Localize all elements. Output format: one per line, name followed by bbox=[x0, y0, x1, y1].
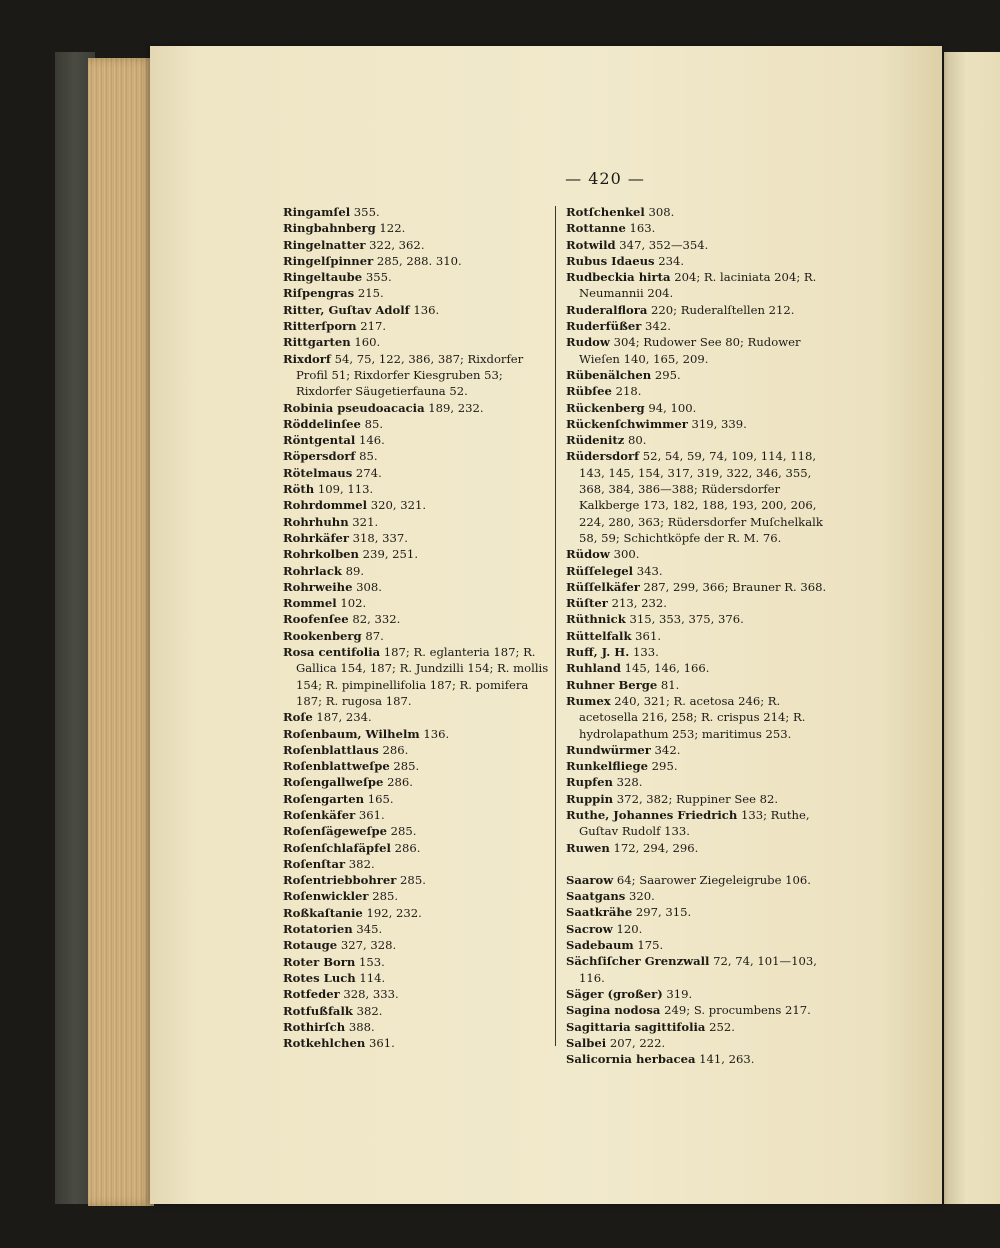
index-entry-refs: 187; R. eglanteria 187; R. Gallica 154, 187; R. Jundzilli 154; R. mollis 154; R. pimpinellifolia 187; R. pomifera 187; R. rugosa 187. bbox=[296, 645, 549, 708]
index-entry-head: Röddelinſee bbox=[283, 416, 361, 431]
index-entry-head: Robinia pseudoacacia bbox=[283, 400, 425, 415]
index-entry-head: Sacrow bbox=[566, 921, 613, 936]
index-entry-refs: 109, 113. bbox=[314, 482, 374, 497]
index-entry-refs: 252. bbox=[705, 1019, 735, 1034]
index-entry-head: Roſentriebbohrer bbox=[283, 873, 397, 888]
index-entry bbox=[566, 579, 836, 595]
index-entry-refs: 361. bbox=[355, 807, 385, 822]
index-entry-refs: 382. bbox=[352, 1003, 383, 1018]
index-entry-refs: 234. bbox=[654, 253, 685, 268]
index-entry-refs: 146. bbox=[355, 433, 385, 448]
index-entry-refs: 122. bbox=[375, 221, 406, 236]
index-entry bbox=[566, 302, 836, 318]
index-entry-head: Roſenkäfer bbox=[283, 807, 356, 822]
index-entry-head: Rudbeckia hirta bbox=[566, 270, 671, 285]
index-entry-head: Rüttelfalk bbox=[566, 628, 632, 643]
index-entry bbox=[283, 497, 555, 513]
index-entry bbox=[283, 742, 555, 758]
index-entry bbox=[566, 986, 836, 1002]
index-entry bbox=[566, 937, 836, 953]
index-entry-head: Rookenberg bbox=[283, 628, 362, 643]
index-entry-head: Riſpengras bbox=[283, 286, 355, 301]
index-entry-refs: 361. bbox=[365, 1036, 395, 1051]
index-entry-head: Saarow bbox=[566, 872, 614, 887]
index-entry-refs: 318, 337. bbox=[348, 530, 408, 545]
index-entry bbox=[566, 872, 836, 888]
index-entry bbox=[566, 660, 836, 676]
index-entry bbox=[566, 367, 836, 383]
index-entry-refs: 304; Rudower See 80; Rudower Wieſen 140, 165, 209. bbox=[579, 335, 801, 366]
index-entry-head: Ruderfüßer bbox=[566, 319, 642, 334]
index-entry-head: Ruff, J. H. bbox=[566, 645, 630, 660]
index-entry bbox=[566, 204, 836, 220]
index-entry-head: Sagina nodosa bbox=[566, 1003, 661, 1018]
index-entry-refs: 172, 294, 296. bbox=[609, 840, 699, 855]
index-entry bbox=[283, 400, 555, 416]
index-entry-refs: 320, 321. bbox=[367, 498, 427, 513]
index-entry bbox=[566, 318, 836, 334]
index-entry-refs: 136. bbox=[409, 302, 440, 317]
index-entry-refs: 308. bbox=[644, 205, 675, 219]
index-entry-head: Rüthnick bbox=[566, 612, 626, 627]
index-entry-head: Ringamſel bbox=[283, 205, 351, 219]
index-entry-head: Roſenblattweſpe bbox=[283, 759, 390, 774]
index-entry bbox=[566, 383, 836, 399]
index-entry-head: Rosa centifolia bbox=[283, 645, 381, 660]
index-entry-refs: 345. bbox=[352, 922, 383, 937]
index-entry-refs: 153. bbox=[355, 954, 385, 969]
index-entry-head: Rundwürmer bbox=[566, 742, 651, 757]
index-entry bbox=[283, 726, 555, 742]
index-entry-refs: 297, 315. bbox=[632, 905, 692, 920]
index-entry bbox=[283, 334, 555, 350]
index-entry bbox=[283, 416, 555, 432]
index-entry bbox=[283, 1035, 555, 1051]
index-entry-refs: 295. bbox=[648, 759, 678, 774]
index-entry bbox=[283, 481, 555, 497]
index-entry-head: Rumex bbox=[566, 693, 611, 708]
index-entry-refs: 239, 251. bbox=[359, 547, 418, 562]
index-entry-head: Sadebaum bbox=[566, 938, 634, 953]
index-entry bbox=[283, 807, 555, 823]
index-entry bbox=[283, 611, 555, 627]
index-entry-head: Roſenbaum, Wilhelm bbox=[283, 726, 420, 741]
index-entry-head: Saatkrähe bbox=[566, 905, 633, 920]
index-entry-head: Rübſee bbox=[566, 384, 612, 399]
index-entry bbox=[283, 269, 555, 285]
index-entry-head: Rüſter bbox=[566, 596, 608, 611]
index-entry-head: Rüſſelkäfer bbox=[566, 579, 640, 594]
index-entry-refs: 163. bbox=[625, 221, 656, 236]
index-entry-head: Ringelnatter bbox=[283, 237, 366, 252]
index-entry-refs: 355. bbox=[350, 205, 380, 219]
index-entry bbox=[283, 937, 555, 953]
index-entry-head: Salbei bbox=[566, 1035, 607, 1050]
index-entry-refs: 361. bbox=[631, 628, 661, 643]
column-divider bbox=[555, 206, 556, 1046]
index-entry-head: Rohrweihe bbox=[283, 579, 353, 594]
index-entry-head: Rotfußfalk bbox=[283, 1003, 353, 1018]
index-entry bbox=[566, 628, 836, 644]
page-edges bbox=[88, 58, 154, 1206]
index-entry-head: Rotatorien bbox=[283, 922, 353, 937]
index-entry bbox=[566, 693, 836, 742]
index-entry-refs: 102. bbox=[336, 596, 367, 611]
index-entry bbox=[283, 302, 555, 318]
index-entry-refs: 87. bbox=[361, 628, 384, 643]
index-entry bbox=[283, 1019, 555, 1035]
index-entry-refs: 85. bbox=[360, 416, 384, 431]
index-entry-head: Rotſchenkel bbox=[566, 205, 645, 219]
index-entry-refs: 85. bbox=[355, 449, 378, 464]
index-entry-head: Rückenſchwimmer bbox=[566, 416, 688, 431]
index-entry-head: Ruthe, Johannes Friedrich bbox=[566, 807, 738, 822]
index-entry bbox=[566, 677, 836, 693]
index-entry bbox=[566, 595, 836, 611]
index-entry bbox=[283, 905, 555, 921]
index-entry-head: Röntgental bbox=[283, 433, 356, 448]
index-entry-refs: 285, 288. 310. bbox=[373, 253, 462, 268]
index-entry-refs: 64; Saarower Ziegeleigrube 106. bbox=[613, 872, 811, 887]
index-entry-head: Rohrlack bbox=[283, 563, 342, 578]
index-entry-head: Roſenblattlaus bbox=[283, 742, 379, 757]
index-entry bbox=[566, 546, 836, 562]
index-entry-refs: 120. bbox=[612, 921, 643, 936]
index-entry-refs: 240, 321; R. acetosa 246; R. acetosella 216, 258; R. crispus 214; R. hydrolapathum 253; maritimus 253. bbox=[579, 693, 806, 741]
index-entry-refs: 355. bbox=[362, 270, 392, 285]
index-entry-head: Ringelſpinner bbox=[283, 253, 374, 268]
index-entry-refs: 328, 333. bbox=[339, 987, 399, 1002]
index-entry-head: Rittgarten bbox=[283, 335, 351, 350]
section-gap bbox=[566, 856, 836, 872]
index-entry bbox=[283, 872, 555, 888]
index-entry-refs: 287, 299, 366; Brauner R. 368. bbox=[639, 579, 827, 594]
index-entry bbox=[283, 237, 555, 253]
index-entry bbox=[566, 237, 836, 253]
index-entry-head: Rudow bbox=[566, 335, 610, 350]
index-column-left bbox=[283, 204, 555, 1051]
index-entry-refs: 382. bbox=[345, 856, 375, 871]
index-entry bbox=[283, 644, 555, 709]
index-entry-refs: 285. bbox=[389, 759, 420, 774]
index-entry-head: Roſenſchlafäpfel bbox=[283, 840, 391, 855]
index-entry-head: Roſengallweſpe bbox=[283, 775, 384, 790]
index-entry-refs: 94, 100. bbox=[644, 400, 697, 415]
index-entry bbox=[566, 840, 836, 856]
index-entry-head: Ritter, Guſtav Adolf bbox=[283, 302, 410, 317]
index-entry-refs: 249; S. procumbens 217. bbox=[660, 1003, 811, 1018]
index-entry-refs: 320. bbox=[625, 889, 655, 904]
index-entry-head: Rommel bbox=[283, 596, 337, 611]
index-entry-head: Rupfen bbox=[566, 775, 613, 790]
index-entry-head: Säger (großer) bbox=[566, 986, 663, 1001]
index-entry bbox=[283, 954, 555, 970]
index-entry-refs: 319, 339. bbox=[687, 416, 747, 431]
index-entry-refs: 274. bbox=[352, 465, 382, 480]
index-entry-refs: 286. bbox=[383, 775, 413, 790]
index-entry bbox=[283, 840, 555, 856]
index-entry-head: Rothirſch bbox=[283, 1019, 346, 1034]
index-entry-head: Sagittaria sagittifolia bbox=[566, 1019, 706, 1034]
index-entry-refs: 217. bbox=[356, 319, 387, 334]
index-entry-refs: 165. bbox=[364, 791, 394, 806]
index-entry-head: Rotfeder bbox=[283, 987, 340, 1002]
index-entry bbox=[283, 709, 555, 725]
index-entry bbox=[566, 758, 836, 774]
index-entry-refs: 133; Ruthe, Guſtav Rudolf 133. bbox=[579, 807, 810, 839]
index-entry-refs: 347, 352—354. bbox=[615, 237, 709, 252]
index-entry-head: Ruderalflora bbox=[566, 302, 648, 317]
index-entry-refs: 114. bbox=[355, 970, 386, 985]
index-entry-head: Rüſſelegel bbox=[566, 563, 634, 578]
index-entry bbox=[283, 888, 555, 904]
index-entry-refs: 160. bbox=[350, 335, 381, 350]
index-entry-refs: 285. bbox=[386, 824, 417, 839]
index-entry-refs: 321. bbox=[348, 514, 379, 529]
index-entry-head: Rohrhuhn bbox=[283, 514, 349, 529]
index-entry-refs: 192, 232. bbox=[362, 905, 422, 920]
index-entry-head: Ruwen bbox=[566, 840, 610, 855]
page-number: — 420 — bbox=[565, 169, 645, 188]
index-entry bbox=[566, 807, 836, 840]
index-entry-refs: 286. bbox=[390, 840, 421, 855]
index-entry bbox=[283, 546, 555, 562]
index-entry bbox=[283, 220, 555, 236]
index-entry bbox=[283, 285, 555, 301]
index-entry-refs: 54, 75, 122, 386, 387; Rixdorfer Profil 51; Rixdorfer Kiesgruben 53; Rixdorfer Säugetierfauna 52. bbox=[296, 351, 524, 399]
index-entry bbox=[566, 742, 836, 758]
index-entry-head: Rohrdommel bbox=[283, 498, 368, 513]
index-entry-refs: 295. bbox=[651, 367, 681, 382]
index-entry-refs: 328. bbox=[612, 775, 643, 790]
index-entry-head: Roßkaſtanie bbox=[283, 905, 363, 920]
index-entry-refs: 175. bbox=[633, 938, 664, 953]
index-entry bbox=[283, 856, 555, 872]
index-entry-refs: 145, 146, 166. bbox=[620, 661, 710, 676]
index-entry-refs: 322, 362. bbox=[365, 237, 425, 252]
index-entry bbox=[283, 595, 555, 611]
index-entry-refs: 286. bbox=[378, 742, 409, 757]
index-entry-refs: 187, 234. bbox=[312, 710, 372, 725]
index-entry bbox=[566, 921, 836, 937]
index-page bbox=[150, 46, 942, 1204]
index-entry bbox=[283, 774, 555, 790]
index-entry-head: Rotkehlchen bbox=[283, 1036, 366, 1051]
index-entry-refs: 81. bbox=[657, 677, 680, 692]
index-entry-refs: 207, 222. bbox=[606, 1035, 666, 1050]
index-entry-head: Runkelfliege bbox=[566, 759, 648, 774]
index-entry bbox=[283, 318, 555, 334]
index-entry-head: Salicornia herbacea bbox=[566, 1052, 696, 1067]
index-entry bbox=[283, 448, 555, 464]
index-entry-head: Roſenwickler bbox=[283, 889, 369, 904]
index-entry bbox=[566, 888, 836, 904]
index-entry-refs: 308. bbox=[352, 579, 382, 594]
index-entry-refs: 327, 328. bbox=[337, 938, 397, 953]
index-entry bbox=[566, 953, 836, 986]
index-entry bbox=[283, 1003, 555, 1019]
index-entry-head: Roſenſtar bbox=[283, 856, 346, 871]
index-entry-head: Ruppin bbox=[566, 791, 614, 806]
index-entry bbox=[283, 530, 555, 546]
index-entry-refs: 189, 232. bbox=[424, 400, 484, 415]
index-entry-head: Rottanne bbox=[566, 221, 626, 236]
index-entry bbox=[283, 970, 555, 986]
index-entry-refs: 342. bbox=[650, 742, 681, 757]
facing-page-edge bbox=[944, 52, 1000, 1204]
index-entry-refs: 52, 54, 59, 74, 109, 114, 118, 143, 145, 154, 317, 319, 322, 346, 355, 368, 384, 386—388; Rüdersdorfer Kalkberge 173, 182, 188, 193, 200, 206, 224, 280, 363; Rüdersdorfer Muſchelkalk 58, 59; Schichtköpfe der R. M. 76. bbox=[579, 449, 823, 545]
index-entry bbox=[283, 351, 555, 400]
index-entry bbox=[566, 334, 836, 367]
index-entry-refs: 136. bbox=[419, 726, 450, 741]
index-entry-refs: 72, 74, 101—103, 116. bbox=[579, 954, 817, 985]
index-entry-refs: 213, 232. bbox=[607, 596, 667, 611]
index-entry bbox=[566, 1051, 836, 1067]
index-entry bbox=[566, 448, 836, 546]
index-entry-refs: 141, 263. bbox=[695, 1052, 755, 1067]
index-column-right bbox=[566, 204, 836, 1067]
index-entry-head: Rüdow bbox=[566, 547, 610, 562]
index-entry bbox=[283, 986, 555, 1002]
index-entry-refs: 82, 332. bbox=[348, 612, 401, 627]
index-entry bbox=[566, 1019, 836, 1035]
index-entry-head: Rotwild bbox=[566, 237, 616, 252]
index-entry bbox=[283, 921, 555, 937]
index-entry-head: Ruhland bbox=[566, 661, 621, 676]
index-entry-head: Sächſiſcher Grenzwall bbox=[566, 954, 710, 969]
index-entry-refs: 220; Ruderalſtellen 212. bbox=[647, 302, 795, 317]
index-entry bbox=[283, 253, 555, 269]
index-entry-head: Rüdenitz bbox=[566, 433, 625, 448]
index-entry-head: Rotes Luch bbox=[283, 970, 356, 985]
index-entry bbox=[566, 220, 836, 236]
index-entry-head: Roſe bbox=[283, 710, 313, 725]
index-entry-refs: 372, 382; Ruppiner See 82. bbox=[613, 791, 779, 806]
index-entry-head: Ringbahnberg bbox=[283, 221, 376, 236]
index-entry bbox=[566, 611, 836, 627]
index-entry bbox=[283, 579, 555, 595]
index-entry bbox=[566, 1035, 836, 1051]
index-entry-head: Ritterſporn bbox=[283, 319, 357, 334]
index-entry-head: Rohrkolben bbox=[283, 547, 359, 562]
index-entry bbox=[566, 400, 836, 416]
index-entry-head: Rübenälchen bbox=[566, 367, 652, 382]
index-entry bbox=[566, 269, 836, 302]
index-entry-refs: 319. bbox=[662, 986, 693, 1001]
index-entry-head: Saatgans bbox=[566, 889, 626, 904]
index-entry bbox=[283, 204, 555, 220]
index-entry bbox=[566, 432, 836, 448]
index-entry-refs: 285. bbox=[396, 873, 426, 888]
index-entry bbox=[283, 823, 555, 839]
index-entry bbox=[566, 253, 836, 269]
index-entry-head: Röpersdorf bbox=[283, 449, 356, 464]
index-entry-refs: 218. bbox=[611, 384, 642, 399]
index-entry-refs: 342. bbox=[641, 319, 671, 334]
index-entry bbox=[283, 465, 555, 481]
index-entry-head: Rubus Idaeus bbox=[566, 253, 655, 268]
index-entry-refs: 215. bbox=[354, 286, 384, 301]
index-entry-head: Rohrkäfer bbox=[283, 530, 349, 545]
index-entry bbox=[566, 644, 836, 660]
index-entry-head: Roofenſee bbox=[283, 612, 349, 627]
index-entry bbox=[283, 791, 555, 807]
index-entry-refs: 80. bbox=[624, 433, 647, 448]
index-entry-refs: 343. bbox=[633, 563, 663, 578]
index-entry-refs: 315, 353, 375, 376. bbox=[625, 612, 744, 627]
index-entry-refs: 204; R. laciniata 204; R. Neumannii 204. bbox=[579, 270, 817, 301]
index-entry bbox=[283, 758, 555, 774]
index-entry-head: Roſenſägeweſpe bbox=[283, 824, 387, 839]
index-entry-head: Ruhner Berge bbox=[566, 677, 658, 692]
index-entry bbox=[283, 514, 555, 530]
index-entry-head: Röth bbox=[283, 482, 315, 497]
index-entry-head: Rückenberg bbox=[566, 400, 645, 415]
index-entry-head: Rixdorf bbox=[283, 351, 331, 366]
index-entry bbox=[566, 1002, 836, 1018]
index-entry bbox=[566, 563, 836, 579]
index-entry-refs: 133. bbox=[629, 645, 659, 660]
index-entry bbox=[566, 416, 836, 432]
index-entry-head: Roter Born bbox=[283, 954, 356, 969]
index-entry bbox=[566, 904, 836, 920]
index-entry-refs: 300. bbox=[609, 547, 640, 562]
index-entry bbox=[283, 432, 555, 448]
index-entry-refs: 388. bbox=[345, 1019, 375, 1034]
index-entry-head: Ringeltaube bbox=[283, 270, 363, 285]
index-entry bbox=[283, 628, 555, 644]
index-entry bbox=[566, 774, 836, 790]
index-entry-head: Rötelmaus bbox=[283, 465, 353, 480]
index-entry bbox=[566, 791, 836, 807]
index-entry-head: Roſengarten bbox=[283, 791, 365, 806]
index-entry-head: Rüdersdorf bbox=[566, 449, 640, 464]
index-entry-refs: 89. bbox=[341, 563, 365, 578]
index-entry bbox=[283, 563, 555, 579]
index-entry-head: Rotauge bbox=[283, 938, 338, 953]
index-entry-refs: 285. bbox=[368, 889, 399, 904]
